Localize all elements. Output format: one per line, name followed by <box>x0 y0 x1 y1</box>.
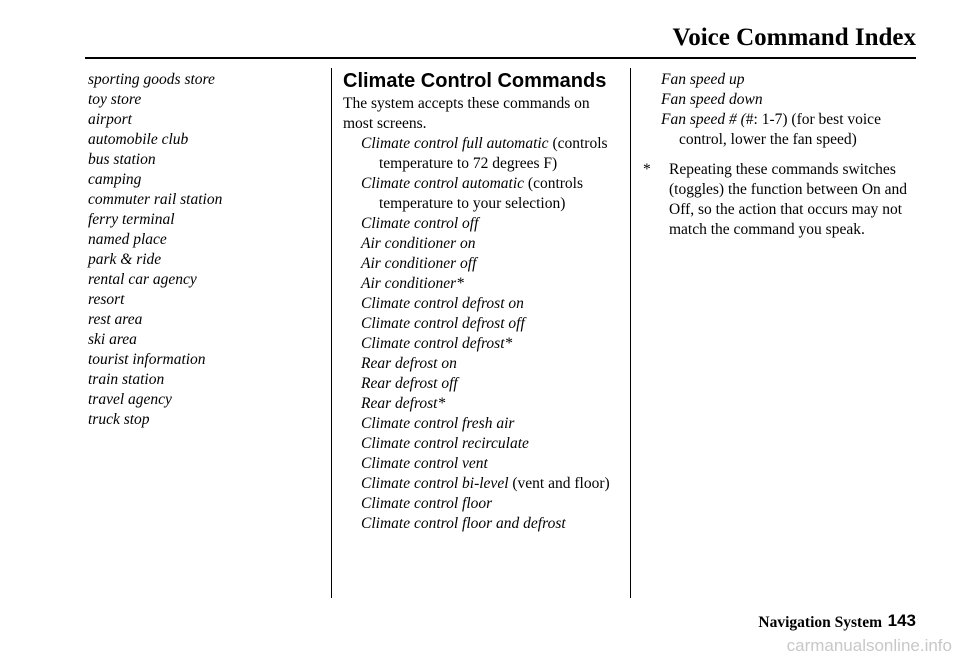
command-name: Climate control off <box>361 215 479 232</box>
list-item: tourist information <box>88 351 206 368</box>
command-description: #: 1-7) (for best voice control, lower the fan speed) <box>679 111 881 148</box>
command-description: (controls temperature to 72 degrees F) <box>379 135 608 172</box>
command-name: Climate control full automatic <box>361 135 549 152</box>
command-item <box>343 254 623 274</box>
command-item <box>343 314 623 334</box>
command-item <box>343 354 623 374</box>
command-item <box>343 174 623 214</box>
list-item: airport <box>88 111 132 128</box>
page-number: 143 <box>887 611 916 630</box>
command-item <box>343 414 623 434</box>
list-item: rest area <box>88 311 143 328</box>
list-item: bus station <box>88 151 156 168</box>
note-asterisk: * <box>643 161 651 178</box>
command-item <box>343 214 623 234</box>
note-text: Repeating these commands switches (toggles) the function between On and Off, so the action that occurs may not match the command you speak. <box>669 161 908 238</box>
toggle-note <box>643 160 928 240</box>
command-name: Climate control floor and defrost <box>361 515 566 532</box>
command-item <box>343 394 623 414</box>
list-item: resort <box>88 291 125 308</box>
fan-command-section <box>643 70 928 240</box>
command-item <box>343 334 623 354</box>
climate-command-list <box>343 134 623 534</box>
command-item <box>343 294 623 314</box>
command-item <box>643 70 928 90</box>
command-name: Fan speed down <box>661 91 763 108</box>
fan-command-list <box>643 70 928 150</box>
list-item: camping <box>88 171 142 188</box>
list-item: rental car agency <box>88 271 197 288</box>
command-item <box>343 374 623 394</box>
footer-label: Navigation System <box>758 614 882 631</box>
climate-control-section <box>343 70 623 534</box>
column-divider-2 <box>630 68 631 598</box>
list-item: named place <box>88 231 167 248</box>
command-name: Climate control defrost* <box>361 335 513 352</box>
command-name: Rear defrost* <box>361 395 446 412</box>
list-item: travel agency <box>88 391 172 408</box>
command-name: Air conditioner off <box>361 255 477 272</box>
watermark: carmanualsonline.info <box>786 636 952 655</box>
command-item <box>643 90 928 110</box>
command-name: Climate control floor <box>361 495 493 512</box>
section-heading: Climate Control Commands <box>343 70 607 92</box>
list-item: commuter rail station <box>88 191 223 208</box>
list-item: sporting goods store <box>88 71 215 88</box>
command-item <box>343 474 623 494</box>
page-title: Voice Command Index <box>672 24 916 51</box>
command-name: Rear defrost on <box>361 355 457 372</box>
command-name: Climate control fresh air <box>361 415 515 432</box>
command-item <box>343 454 623 474</box>
command-name: Climate control automatic <box>361 175 525 192</box>
command-description: (controls temperature to your selection) <box>379 175 584 212</box>
list-item: train station <box>88 371 165 388</box>
command-name: Climate control vent <box>361 455 488 472</box>
command-name: Air conditioner on <box>361 235 476 252</box>
list-item: toy store <box>88 91 142 108</box>
command-item <box>343 134 623 174</box>
list-item: truck stop <box>88 411 150 428</box>
command-item <box>343 234 623 254</box>
command-item <box>343 434 623 454</box>
list-item: ski area <box>88 331 137 348</box>
list-item: ferry terminal <box>88 211 175 228</box>
section-intro: The system accepts these commands on most screens. <box>343 95 590 132</box>
command-item <box>343 274 623 294</box>
command-name: Climate control bi-level <box>361 475 509 492</box>
command-item <box>343 494 623 514</box>
command-name: Rear defrost off <box>361 375 458 392</box>
command-name: Air conditioner* <box>361 275 464 292</box>
command-name: Climate control recirculate <box>361 435 529 452</box>
command-item <box>643 110 928 150</box>
column-divider-1 <box>331 68 332 598</box>
command-name: Climate control defrost on <box>361 295 524 312</box>
place-category-list <box>88 70 323 430</box>
command-item <box>343 514 623 534</box>
header-divider <box>85 57 916 59</box>
command-name: Fan speed up <box>661 71 745 88</box>
list-item: automobile club <box>88 131 189 148</box>
command-description: (vent and floor) <box>508 475 610 492</box>
list-item: park & ride <box>88 251 162 268</box>
command-name: Fan speed # ( <box>661 111 746 128</box>
command-name: Climate control defrost off <box>361 315 525 332</box>
